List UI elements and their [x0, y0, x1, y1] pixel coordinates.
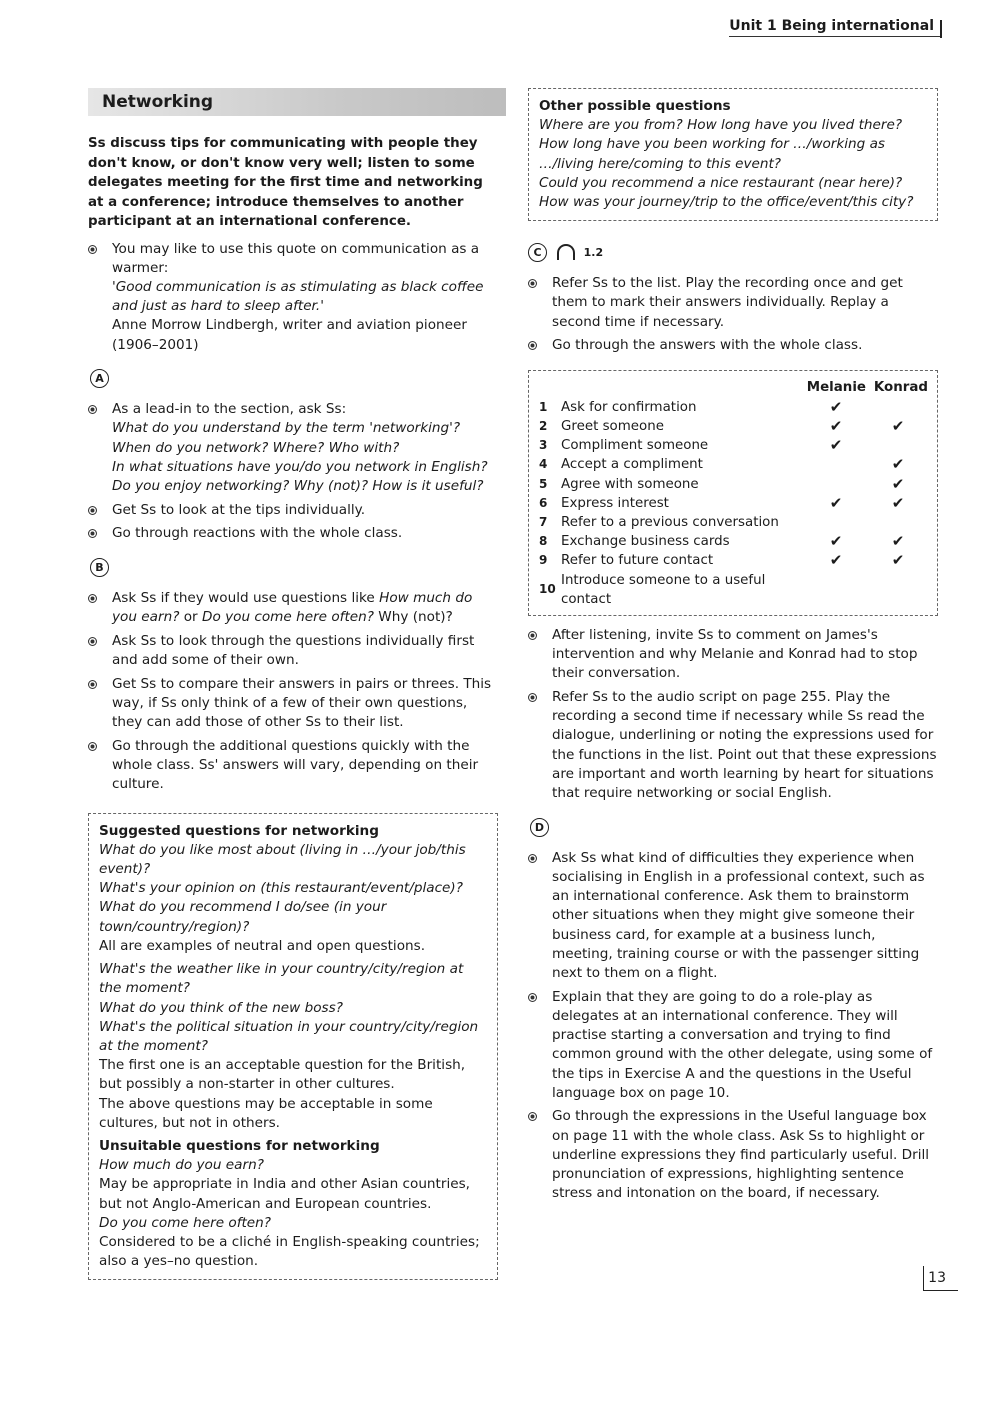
after-listening-bullet: After listening, invite Ss to comment on James's intervention and why Melanie and Konrad had to stop their conversation.: [528, 626, 938, 684]
function-row: [539, 551, 929, 570]
box-note: The first one is an acceptable question for the British, but possibly a non-starter in other cultures.: [99, 1057, 466, 1093]
col-melanie: Melanie: [806, 379, 866, 395]
konrad-tick: ✔: [891, 551, 905, 570]
right-column: [528, 88, 938, 1208]
section-title: Networking: [88, 88, 506, 116]
melanie-tick: [805, 475, 867, 494]
compare-bullet: Get Ss to compare their answers in pairs or threes. This way, if Ss only think of a few of their own questions, they can add those of other Ss to their list.: [88, 675, 498, 733]
function-row: [539, 571, 929, 609]
warmer-bullet: [88, 240, 498, 355]
konrad-tick: ✔: [891, 474, 905, 493]
box-question: How long have you been working for …/working as …/living here/coming to this event?: [539, 136, 885, 172]
warmer-quote: 'Good communication is as stimulating as black coffee and just as hard to sleep after.': [112, 278, 484, 315]
box-note: The above questions may be acceptable in some cultures, but not in others.: [99, 1095, 433, 1131]
row-function: Agree with someone: [561, 476, 699, 492]
konrad-tick: [867, 398, 929, 417]
functions-table: [528, 370, 938, 616]
melanie-tick: [805, 455, 867, 474]
melanie-tick: ✔: [829, 436, 843, 455]
box-heading: Suggested questions for networking: [99, 822, 379, 839]
section-d-marker: D: [530, 818, 549, 837]
lead-in-question: Do you enjoy networking? Why (not)? How is it useful?: [112, 478, 484, 495]
lead-in-question: When do you network? Where? Who with?: [112, 439, 400, 456]
box-note: Considered to be a cliché in English-speaking countries; also a yes–no question.: [99, 1233, 480, 1270]
bullet-text: or: [179, 609, 202, 626]
audio-track: 1.2: [583, 245, 604, 259]
function-row: [539, 436, 929, 455]
section-intro: Ss discuss tips for communicating with people they don't know, or don't know very well; listen to some delegates meeting for the first time and networking at a conference; introduce themselves to another participant at an international conference.: [88, 136, 483, 229]
reactions-bullet: Go through reactions with the whole class.: [88, 524, 498, 543]
row-number: 2: [539, 418, 548, 433]
box-question: Do you come here often?: [99, 1214, 271, 1231]
box-heading: Other possible questions: [539, 98, 731, 114]
row-number: 4: [539, 457, 548, 472]
lead-in-question: In what situations have you/do you network in English?: [112, 458, 488, 475]
row-function: Express interest: [561, 495, 669, 511]
look-through-bullet: Ask Ss to look through the questions individually first and add some of their own.: [88, 632, 498, 670]
melanie-tick: ✔: [829, 551, 843, 570]
row-number: 8: [539, 534, 548, 549]
melanie-tick: [805, 571, 867, 609]
konrad-tick: ✔: [891, 532, 905, 551]
running-header: [729, 18, 940, 37]
row-number: 10: [539, 582, 556, 597]
row-function: Refer to a previous conversation: [561, 514, 779, 530]
row-function: Compliment someone: [561, 438, 709, 454]
row-number: 3: [539, 438, 548, 453]
row-function: Accept a compliment: [561, 457, 703, 473]
melanie-tick: [805, 513, 867, 532]
other-questions-box: [528, 88, 938, 221]
difficulties-bullet: Ask Ss what kind of difficulties they experience when socialising in English in a professional context, such as an international conference. Ask them to brainstorm other situations when they might give someone their business card, for example at a business lunch, meeting, training course or with the passenger sitting next to them on a flight.: [528, 849, 938, 983]
row-number: 9: [539, 553, 548, 568]
questions-bullet: [88, 589, 498, 627]
box-heading: Unsuitable questions for networking: [99, 1137, 380, 1154]
box-question: What's the political situation in your country/city/region at the moment?: [99, 1018, 479, 1054]
expressions-bullet: Go through the expressions in the Useful language box on page 11 with the whole class. Ask Ss to highlight or underline expressions they find particularly useful. Drill pronunciation of expressions, highlighting sentence stress and intonation on the board, if necessary.: [528, 1107, 938, 1203]
konrad-tick: [867, 513, 929, 532]
row-function: Refer to future contact: [561, 553, 714, 569]
box-note: May be appropriate in India and other Asian countries, but not Anglo-American and European countries.: [99, 1176, 471, 1212]
row-number: 5: [539, 476, 548, 491]
lead-in-text: As a lead-in to the section, ask Ss:: [112, 401, 347, 418]
left-column: [88, 88, 498, 1280]
quote-author: Anne Morrow Lindbergh, writer and aviation pioneer (1906–2001): [112, 317, 467, 353]
box-question: How was your journey/trip to the office/event/this city?: [539, 194, 914, 211]
box-question: How much do you earn?: [99, 1157, 264, 1174]
konrad-tick: ✔: [891, 416, 905, 435]
melanie-tick: ✔: [829, 416, 843, 435]
bullet-text: Ask Ss if they would use questions like: [112, 590, 380, 607]
tips-bullet: Get Ss to look at the tips individually.: [88, 501, 498, 520]
box-question: Could you recommend a nice restaurant (near here)?: [539, 174, 903, 191]
lead-in-bullet: [88, 400, 498, 496]
box-question: What do you like most about (living in …/your job/this event)?: [99, 841, 466, 878]
box-question: What do you recommend I do/see (in your town/country/region)?: [99, 899, 387, 935]
refer-list-bullet: Refer Ss to the list. Play the recording once and get them to mark their answers individually. Replay a second time if necessary.: [528, 274, 938, 332]
box-question: Where are you from? How long have you lived there?: [539, 117, 903, 134]
melanie-tick: ✔: [829, 532, 843, 551]
row-number: 1: [539, 399, 548, 414]
row-number: 7: [539, 514, 548, 529]
section-a-marker: A: [90, 369, 109, 388]
melanie-tick: ✔: [829, 397, 843, 416]
warmer-text: You may like to use this quote on communication as a warmer:: [112, 240, 480, 276]
col-konrad: Konrad: [873, 379, 928, 395]
headphones-icon: [557, 244, 575, 260]
role-play-bullet: Explain that they are going to do a role-play as delegates at an international conference. They will practise starting a conversation and trying to find common ground with the other delegate, using some of the tips in Exercise A and the questions in the Useful language box on page 10.: [528, 988, 938, 1103]
function-row: [539, 398, 929, 417]
konrad-tick: [867, 571, 929, 609]
melanie-tick: ✔: [829, 493, 843, 512]
page-number: 13: [923, 1266, 958, 1291]
row-function: Exchange business cards: [561, 534, 730, 550]
function-row: [539, 417, 929, 436]
suggested-questions-box: [88, 813, 498, 1281]
row-function: Greet someone: [561, 418, 664, 434]
row-number: 6: [539, 495, 548, 510]
lead-in-question: What do you understand by the term 'networking'?: [112, 420, 461, 437]
header-bar: [940, 20, 942, 38]
row-function: Ask for confirmation: [561, 399, 697, 415]
konrad-tick: ✔: [891, 493, 905, 512]
section-b-marker: B: [90, 558, 109, 577]
function-row: [539, 513, 929, 532]
unit-title: Unit 1 Being international: [729, 18, 934, 34]
row-function: Introduce someone to a useful contact: [561, 572, 766, 607]
additional-bullet: Go through the additional questions quickly with the whole class. Ss' answers will vary, depending on their culture.: [88, 737, 498, 795]
box-note: All are examples of neutral and open questions.: [99, 937, 426, 954]
function-row: [539, 475, 929, 494]
box-question: What's the weather like in your country/city/region at the moment?: [99, 961, 464, 997]
answers-bullet: Go through the answers with the whole class.: [528, 336, 938, 355]
box-question: What's your opinion on (this restaurant/event/place)?: [99, 880, 463, 897]
konrad-tick: ✔: [891, 455, 905, 474]
bullet-question: How much do you earn?: [112, 590, 473, 626]
function-row: [539, 494, 929, 513]
bullet-text: Why (not)?: [373, 609, 453, 626]
box-question: What do you think of the new boss?: [99, 999, 343, 1016]
function-row: [539, 532, 929, 551]
section-c-marker: C: [528, 243, 547, 262]
bullet-question: Do you come here often?: [201, 609, 374, 626]
konrad-tick: [867, 436, 929, 455]
audio-script-bullet: Refer Ss to the audio script on page 255. Play the recording a second time if necessary while Ss read the dialogue, underlining or noting the expressions used for the functions in the list. Point out that these expressions are important and worth learning by heart for situations that require networking or social English.: [528, 688, 938, 803]
function-row: [539, 455, 929, 474]
